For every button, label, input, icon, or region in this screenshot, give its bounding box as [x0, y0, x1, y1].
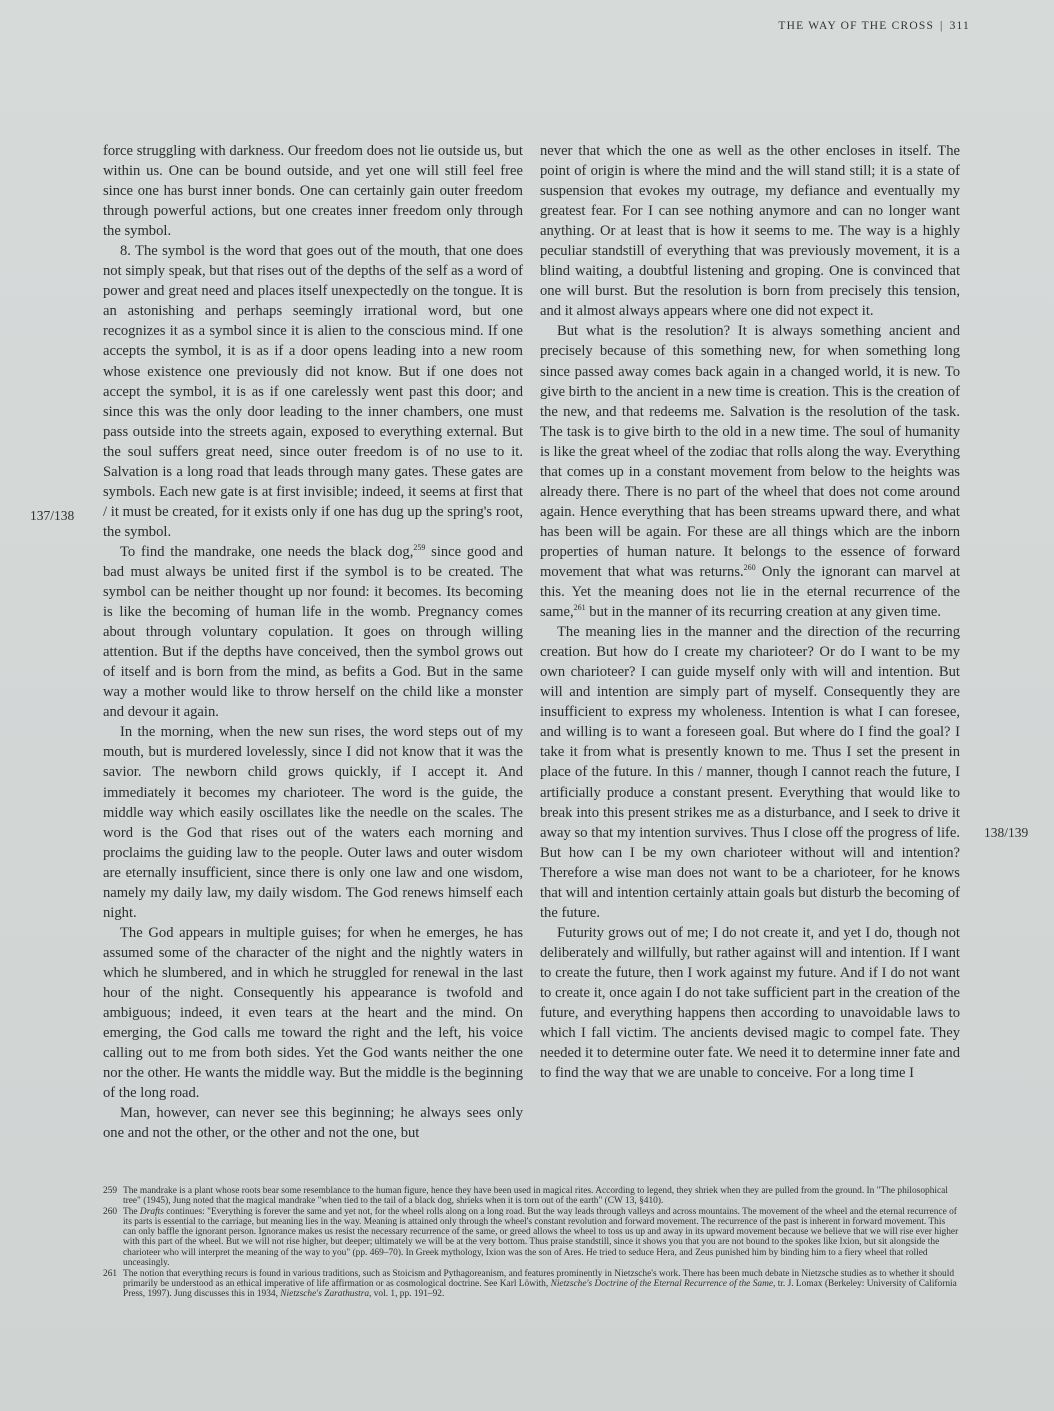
footnote-text: The notion that everything recurs is found in various traditions, such as Stoicism and Pythagoreanism, and features prominently in Nietzsche's work. There has been much debate in Nietzsche studies as to whether it should primarily be understood as an ethical imperative of life affirmation or as cosmological doctrine. See Karl Löwith,: [123, 1268, 955, 1289]
footnote-italic: Nietzsche's Zarathustra: [280, 1288, 370, 1299]
paragraph-text: But what is the resolution? It is always something ancient and precisely because of this something new, for when something long since passed away comes back again in a changed world, it is new. To give birth to the ancient in a new time is creation. This is the creation of the new, and that redeems me. Salvation is the resolution of the task. The task is to give birth to the old in a new time. The soul of humanity is like the great wheel of the zodiac that rolls along the way. Everything that comes up in a constant movement from below to the heights was already there. There is no part of the wheel that does not come around again. Hence everything that has been streams upward there, and what has been will be again. For these are all things which are the inborn properties of human nature. It belongs to the essence of forward movement that what was returns.: [540, 323, 960, 580]
paragraph-text: but in the manner of its recurring creation at any given time.: [585, 604, 942, 621]
header-separator: |: [940, 20, 944, 32]
footnote-italic: Drafts: [139, 1207, 164, 1218]
footnote-text: The: [123, 1207, 140, 1218]
paragraph-text: Only the ignorant can marvel at this. Yet the meaning does not lie in the eternal recurrence of the same,: [540, 563, 960, 621]
paragraph-text: To find the mandrake, one needs the black dog,: [120, 543, 414, 560]
footnote-text: The mandrake is a plant whose roots bear some resemblance to the human figure, hence they have been used in magical rites. According to legend, they shriek when they are pulled from the ground. In "The philosophical tree" (1945), Jung noted that the magical mandrake "when tied to the tail of a black dog, shrieks when it is torn out of the earth" (CW 13, §410).: [123, 1186, 948, 1207]
running-head: [730, 20, 970, 32]
paragraph: force struggling with darkness. Our freedom does not lie outside us, but within us. One can be bound outside, and yet one will still feel free since one has burst inner bonds. One can certainly gain outer freedom through powerful actions, but one creates inner freedom only through the symbol.: [103, 143, 523, 240]
paragraph: [103, 542, 523, 722]
footnote-ref[interactable]: 260: [743, 563, 756, 573]
left-column: [103, 141, 523, 1143]
margin-ref-left: 137/138: [30, 508, 75, 523]
footnote: [103, 1269, 959, 1299]
footnote-italic: Nietzsche's Doctrine of the Eternal Recurrence of the Same: [550, 1278, 773, 1289]
footnote-number: 259: [103, 1186, 118, 1196]
running-title: THE WAY OF THE CROSS: [778, 20, 935, 32]
page-number: 311: [949, 20, 970, 32]
paragraph-text: since good and bad must always be united first if the symbol is to be created. The symbol can be neither thought up nor found: it becomes. Its becoming is like the becoming of human life in the womb. Pregnancy comes about through voluntary copulation. It goes on through willing attention. But if the depths have conceived, then the symbol grows out of itself and is born from the mind, as befits a God. But in the same way a mother would like to throw herself on the child like a monster and devour it again.: [103, 543, 523, 721]
paragraph: 8. The symbol is the word that goes out of the mouth, that one does not simply speak, but that rises out of the depths of the self as a word of power and great need and places itself unexpectedly on the tongue. It is an astonishing and perhaps seemingly irrational word, but one recognizes it as a symbol since it is alien to the conscious mind. If one accepts the symbol, it is as if a door opens leading into a new room whose existence one previously did not know. But if one does not accept the symbol, it is as if one carelessly went past this door; and since this was the only door leading to the inner chambers, one must pass outside into the streets again, exposed to everything external. But the soul suffers great need, since outer freedom is of no use to it. Salvation is a long road that leads through many gates. These gates are symbols. Each new gate is at first invisible; indeed, it seems at first that / it must be created, for it exists only if one has dug up the spring's root, the symbol.: [103, 243, 523, 540]
paragraph: In the morning, when the new sun rises, the word steps out of my mouth, but is murdered lovelessly, since I did not know that it was the savior. The newborn child grows quickly, if I accept it. And immediately it becomes my charioteer. The word is the guide, the middle way which easily oscillates like the needle on the scales. The word is the God that rises out of the waters each morning and proclaims the guiding law to the people. Outer laws and outer wisdom are eternally insufficient, since there is only one law and one wisdom, namely my daily law, my daily wisdom. The God renews himself each night.: [103, 724, 523, 921]
footnote-text: , tr. J. Lomax (Berkeley: University of California Press, 1997). Jung discusses this in 1934,: [123, 1278, 957, 1299]
footnote-ref[interactable]: 259: [413, 543, 426, 553]
paragraph: [540, 321, 960, 622]
paragraph: Futurity grows out of me; I do not create it, and yet I do, though not deliberately and willfully, but rather against will and intention. If I want to create the future, then I work against my future. And if I do not want to create it, once again I do not take sufficient part in the creation of the future, and everything happens then according to unavoidable laws to which I fall victim. The ancients devised magic to compel fate. They needed it to determine outer fate. We need it to determine inner fate and to find the way that we are unable to conceive. For a long time I: [540, 924, 960, 1082]
footnote-number: 260: [103, 1207, 118, 1218]
paragraph: Man, however, can never see this beginning; he always sees only one and not the other, or the other and not the one, but: [103, 1105, 523, 1142]
paragraph: never that which the one as well as the other encloses in itself. The point of origin is where the mind and the will stand still; it is a state of suspension that evokes my outrage, my defiance and eventually my greatest fear. For I can see nothing anymore and can no longer want anything. Or at least that is how it seems to me. The way is a highly peculiar standstill of everything that was previously movement, it is a blind waiting, a doubtful listening and groping. One is convinced that one will burst. But the resolution is born from precisely this tension, and it almost always appears where one did not expect it.: [540, 143, 960, 320]
margin-ref-right: 138/139: [984, 825, 1029, 840]
footnote-text: continues: "Everything is forever the same and yet not, for the wheel rolls along on a long road. But the way leads through valleys and across mountains. The movement of the wheel and the eternal recurrence of its parts is essential to the carriage, but meaning lies in the way. Meaning is attained only through the wheel's constant revolution and forward movement. The recurrence of the past is inherent in forward movement. This can only baffle the ignorant person. Ignorance makes us resist the necessary recurrence of the same, or greed allows the wheel to toss us up and away in its upward movement because we believe that we will rise ever higher with this part of the wheel. But we will not rise higher, but deeper; ultimately we will be at the very bottom. Thus praise standstill, since it shows you that you are not bound to the spokes like Ixion, but sit alongside the charioteer who will interpret the meaning of the way to you" (pp. 469–70). In Greek mythology, Ixion was the son of Ares. He tried to seduce Hera, and Zeus punished him by binding him to a fiery wheel that rolled unceasingly.: [123, 1207, 959, 1268]
footnote: [103, 1186, 959, 1206]
footnote: [103, 1207, 959, 1268]
right-column: [540, 141, 960, 1083]
footnote-number: 261: [103, 1268, 118, 1279]
footnotes: [103, 1186, 959, 1299]
paragraph: The God appears in multiple guises; for when he emerges, he has assumed some of the character of the night and the nightly waters in which he slumbered, and in which he struggled for renewal in the last hour of the night. Consequently his appearance is twofold and ambiguous; indeed, it even tears at the heart and the mind. On emerging, the God calls me toward the right and the left, his voice calling out to me from both sides. Yet the God wants neither the one nor the other. He wants the middle way. But the middle is the beginning of the long road.: [103, 924, 523, 1102]
paragraph: The meaning lies in the manner and the direction of the recurring creation. But how do I create my charioteer? Or do I want to be my own charioteer? I can guide myself only with will and intention. But will and intention are simply part of myself. Consequently they are insufficient to express my wholeness. Intention is what I can foresee, and willing is to want a foreseen goal. But where do I find the goal? I take it from what is presently known to me. Thus I set the present in place of the future. In this / manner, though I cannot reach the future, I artificially produce a constant present. Everything that would like to break into this present strikes me as a disturbance, and I seek to drive it away so that my intention survives. Thus I close off the progress of life. But how can I be my own charioteer without will and intention? Therefore a wise man does not want to be a charioteer, for he knows that will and intention certainly attain goals but disturb the becoming of the future.: [540, 624, 960, 921]
footnote-text: , vol. 1, pp. 191–92.: [369, 1288, 445, 1299]
footnote-ref[interactable]: 261: [573, 603, 586, 613]
